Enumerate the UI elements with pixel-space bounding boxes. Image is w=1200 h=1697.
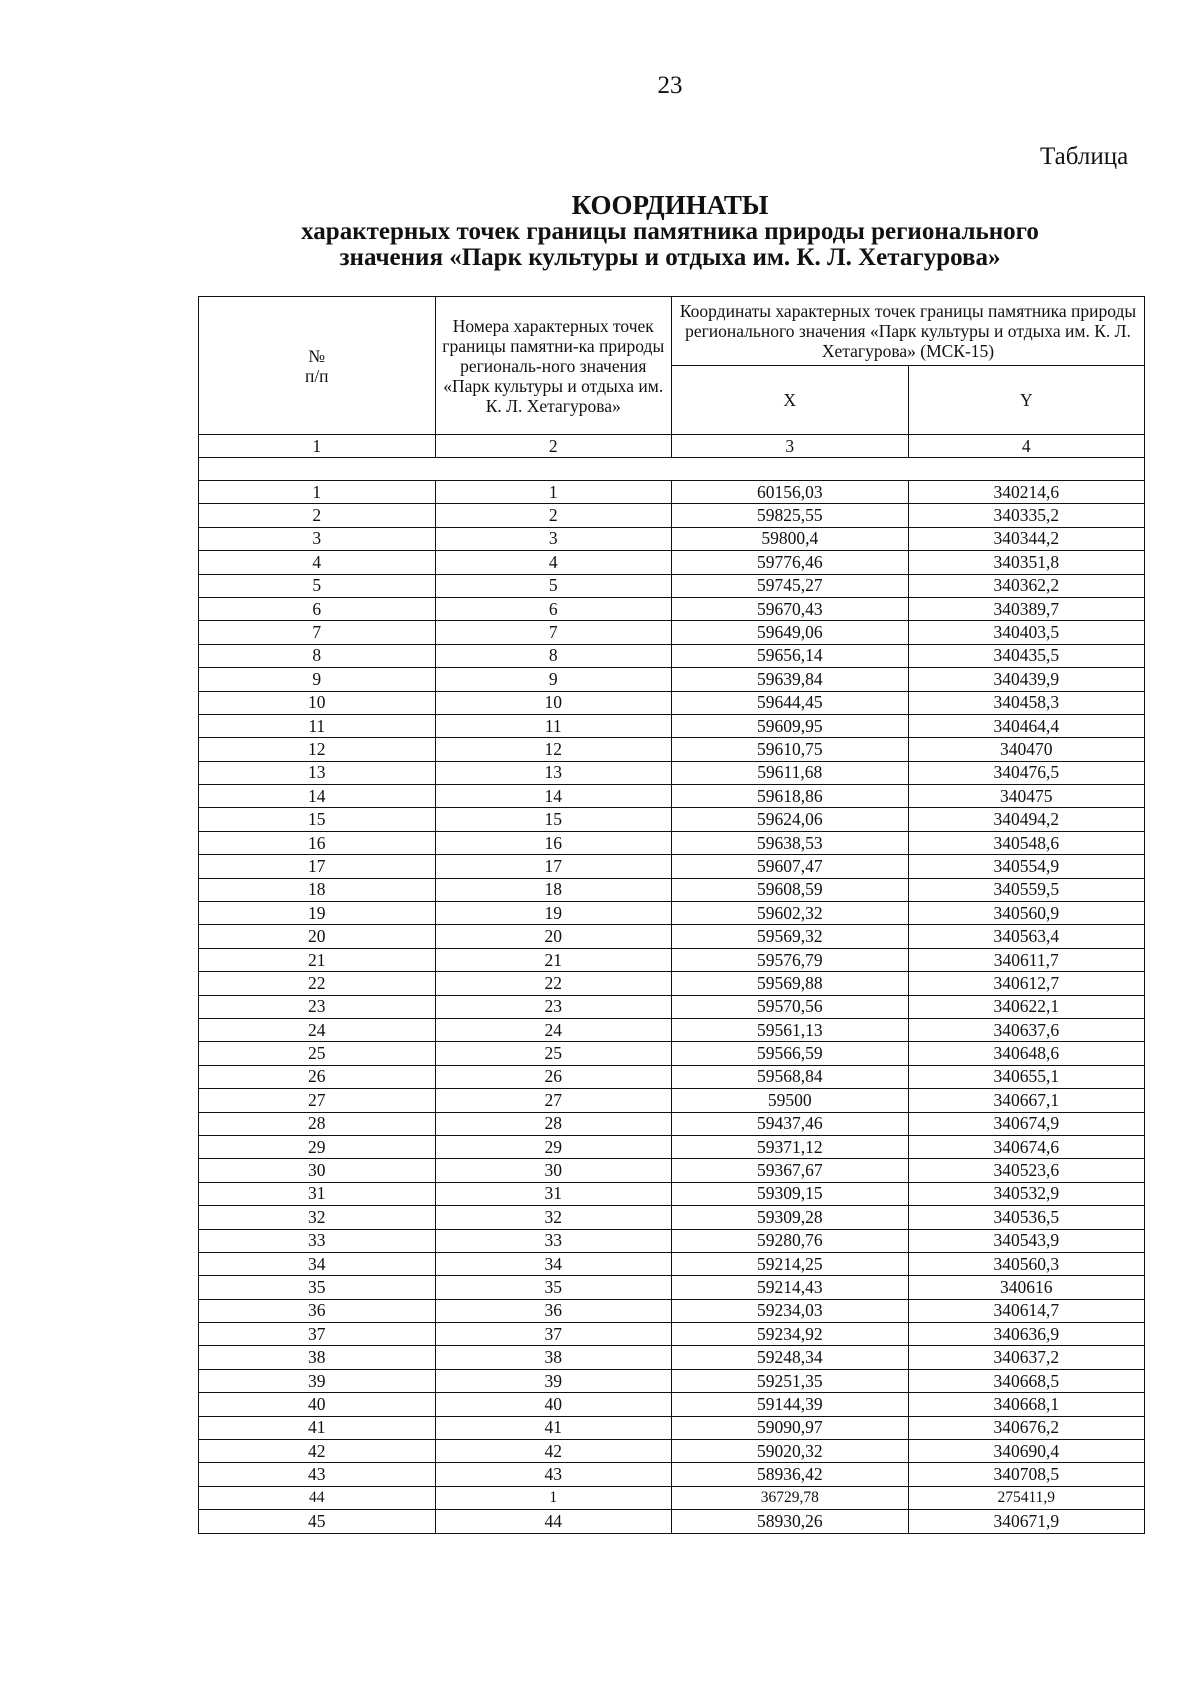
cell-x: 59607,47 (672, 855, 909, 878)
cell-point-number: 37 (435, 1323, 672, 1346)
cell-row-number: 27 (199, 1089, 436, 1112)
cell-y: 340548,6 (908, 831, 1145, 854)
cell-y: 340362,2 (908, 574, 1145, 597)
cell-y: 340612,7 (908, 972, 1145, 995)
table-row (199, 1346, 1145, 1369)
cell-row-number: 43 (199, 1463, 436, 1486)
cell-x: 59745,27 (672, 574, 909, 597)
cell-y: 340676,2 (908, 1416, 1145, 1439)
cell-row-number: 19 (199, 902, 436, 925)
table-row (199, 761, 1145, 784)
cell-y: 340611,7 (908, 948, 1145, 971)
cell-x: 59561,13 (672, 1018, 909, 1041)
cell-row-number: 20 (199, 925, 436, 948)
table-row (199, 1182, 1145, 1205)
cell-row-number: 9 (199, 668, 436, 691)
cell-x: 59618,86 (672, 785, 909, 808)
cell-row-number: 36 (199, 1299, 436, 1322)
table-label: Таблица (1040, 143, 1129, 170)
header-row-number-abbr: п/п (304, 365, 329, 386)
cell-x: 59214,25 (672, 1252, 909, 1275)
cell-point-number: 6 (435, 597, 672, 620)
column-number: 1 (199, 435, 436, 458)
title-main: КООРДИНАТЫ (571, 190, 769, 220)
cell-row-number: 5 (199, 574, 436, 597)
cell-row-number: 40 (199, 1393, 436, 1416)
cell-y: 340335,2 (908, 504, 1145, 527)
cell-row-number: 11 (199, 714, 436, 737)
cell-x: 59569,88 (672, 972, 909, 995)
table-row (199, 527, 1145, 550)
cell-y: 340214,6 (908, 481, 1145, 504)
cell-row-number: 45 (199, 1510, 436, 1533)
cell-row-number: 38 (199, 1346, 436, 1369)
cell-row-number: 32 (199, 1206, 436, 1229)
table-row (199, 808, 1145, 831)
cell-row-number: 33 (199, 1229, 436, 1252)
table-row (199, 1206, 1145, 1229)
cell-x: 59367,67 (672, 1159, 909, 1182)
cell-y: 340543,9 (908, 1229, 1145, 1252)
cell-point-number: 42 (435, 1440, 672, 1463)
cell-x: 59568,84 (672, 1065, 909, 1088)
cell-y: 340536,5 (908, 1206, 1145, 1229)
cell-y: 340389,7 (908, 597, 1145, 620)
cell-x: 59020,32 (672, 1440, 909, 1463)
cell-y: 340690,4 (908, 1440, 1145, 1463)
cell-row-number: 14 (199, 785, 436, 808)
cell-y: 340674,9 (908, 1112, 1145, 1135)
cell-point-number: 10 (435, 691, 672, 714)
table-header (199, 297, 1145, 481)
table-row (199, 1369, 1145, 1392)
table-row (199, 972, 1145, 995)
cell-y: 340435,5 (908, 644, 1145, 667)
cell-x: 59569,32 (672, 925, 909, 948)
cell-point-number: 31 (435, 1182, 672, 1205)
cell-point-number: 27 (435, 1089, 672, 1112)
table-row (199, 785, 1145, 808)
cell-row-number: 7 (199, 621, 436, 644)
table-row (199, 855, 1145, 878)
table-row (199, 995, 1145, 1018)
cell-y: 340344,2 (908, 527, 1145, 550)
cell-x: 58930,26 (672, 1510, 909, 1533)
cell-y: 340464,4 (908, 714, 1145, 737)
cell-point-number: 8 (435, 644, 672, 667)
table-title (0, 191, 1200, 271)
cell-point-number: 41 (435, 1416, 672, 1439)
cell-x: 59624,06 (672, 808, 909, 831)
spacer-row (199, 458, 1145, 481)
cell-x: 59234,92 (672, 1323, 909, 1346)
column-number: 4 (908, 435, 1145, 458)
table-row (199, 1323, 1145, 1346)
cell-row-number: 13 (199, 761, 436, 784)
cell-y: 340559,5 (908, 878, 1145, 901)
cell-y: 275411,9 (908, 1486, 1145, 1509)
cell-x: 59800,4 (672, 527, 909, 550)
cell-point-number: 22 (435, 972, 672, 995)
cell-x: 59144,39 (672, 1393, 909, 1416)
cell-point-number: 21 (435, 948, 672, 971)
cell-row-number: 30 (199, 1159, 436, 1182)
cell-point-number: 39 (435, 1369, 672, 1392)
header-row-number-symbol: № (308, 345, 326, 366)
cell-x: 59656,14 (672, 644, 909, 667)
cell-x: 59251,35 (672, 1369, 909, 1392)
cell-y: 340667,1 (908, 1089, 1145, 1112)
table-row (199, 1065, 1145, 1088)
cell-row-number: 8 (199, 644, 436, 667)
cell-point-number: 36 (435, 1299, 672, 1322)
cell-point-number: 34 (435, 1252, 672, 1275)
column-number: 3 (672, 435, 909, 458)
cell-x: 59570,56 (672, 995, 909, 1018)
cell-point-number: 5 (435, 574, 672, 597)
cell-y: 340616 (908, 1276, 1145, 1299)
cell-row-number: 39 (199, 1369, 436, 1392)
cell-x: 59602,32 (672, 902, 909, 925)
cell-x: 59649,06 (672, 621, 909, 644)
table-row (199, 1463, 1145, 1486)
cell-y: 340523,6 (908, 1159, 1145, 1182)
cell-y: 340470 (908, 738, 1145, 761)
cell-point-number: 4 (435, 551, 672, 574)
title-line-1: характерных точек границы памятника природы регионального (301, 218, 1039, 245)
table-row (199, 621, 1145, 644)
cell-y: 340614,7 (908, 1299, 1145, 1322)
cell-row-number: 23 (199, 995, 436, 1018)
cell-row-number: 34 (199, 1252, 436, 1275)
table-row (199, 504, 1145, 527)
cell-point-number: 32 (435, 1206, 672, 1229)
cell-point-number: 29 (435, 1135, 672, 1158)
cell-y: 340351,8 (908, 551, 1145, 574)
cell-row-number: 22 (199, 972, 436, 995)
table-row (199, 1252, 1145, 1275)
cell-point-number: 40 (435, 1393, 672, 1416)
cell-row-number: 28 (199, 1112, 436, 1135)
cell-y: 340494,2 (908, 808, 1145, 831)
cell-point-number: 14 (435, 785, 672, 808)
cell-x: 59280,76 (672, 1229, 909, 1252)
cell-y: 340403,5 (908, 621, 1145, 644)
cell-row-number: 35 (199, 1276, 436, 1299)
cell-y: 340554,9 (908, 855, 1145, 878)
cell-y: 340560,3 (908, 1252, 1145, 1275)
cell-row-number: 29 (199, 1135, 436, 1158)
table-row (199, 1276, 1145, 1299)
cell-x: 59500 (672, 1089, 909, 1112)
cell-point-number: 24 (435, 1018, 672, 1041)
cell-x: 59371,12 (672, 1135, 909, 1158)
cell-point-number: 9 (435, 668, 672, 691)
cell-x: 59644,45 (672, 691, 909, 714)
page-number: 23 (657, 72, 683, 99)
cell-row-number: 37 (199, 1323, 436, 1346)
cell-row-number: 41 (199, 1416, 436, 1439)
table-row (199, 1440, 1145, 1463)
cell-row-number: 6 (199, 597, 436, 620)
header-point-number: Номера характерных точек границы памятни-ка природы региональ-ного значения «Парк культуры и отдыха им. К. Л. Хетагурова» (435, 297, 672, 435)
cell-row-number: 10 (199, 691, 436, 714)
cell-row-number: 31 (199, 1182, 436, 1205)
title-line-2: значения «Парк культуры и отдыха им. К. Л. Хетагурова» (339, 244, 1001, 271)
cell-y: 340532,9 (908, 1182, 1145, 1205)
cell-point-number: 15 (435, 808, 672, 831)
table-row (199, 902, 1145, 925)
cell-row-number: 21 (199, 948, 436, 971)
cell-row-number: 17 (199, 855, 436, 878)
cell-y: 340475 (908, 785, 1145, 808)
table-body (199, 481, 1145, 1534)
cell-point-number: 3 (435, 527, 672, 550)
cell-x: 59309,15 (672, 1182, 909, 1205)
cell-x: 59639,84 (672, 668, 909, 691)
cell-x: 59234,03 (672, 1299, 909, 1322)
coordinates-table (198, 296, 1145, 1534)
table-row (199, 1112, 1145, 1135)
cell-row-number: 15 (199, 808, 436, 831)
cell-x: 59608,59 (672, 878, 909, 901)
cell-x: 36729,78 (672, 1486, 909, 1509)
table-row (199, 878, 1145, 901)
table-row (199, 551, 1145, 574)
table-row (199, 1393, 1145, 1416)
cell-point-number: 23 (435, 995, 672, 1018)
table-row (199, 574, 1145, 597)
table-row (199, 1299, 1145, 1322)
table-row (199, 644, 1145, 667)
cell-y: 340648,6 (908, 1042, 1145, 1065)
cell-row-number: 1 (199, 481, 436, 504)
cell-point-number: 28 (435, 1112, 672, 1135)
cell-x: 59248,34 (672, 1346, 909, 1369)
cell-point-number: 13 (435, 761, 672, 784)
cell-x: 59437,46 (672, 1112, 909, 1135)
cell-point-number: 1 (435, 481, 672, 504)
cell-x: 60156,03 (672, 481, 909, 504)
cell-x: 59576,79 (672, 948, 909, 971)
cell-x: 59309,28 (672, 1206, 909, 1229)
cell-row-number: 3 (199, 527, 436, 550)
cell-x: 58936,42 (672, 1463, 909, 1486)
cell-point-number: 11 (435, 714, 672, 737)
cell-x: 59670,43 (672, 597, 909, 620)
cell-point-number: 30 (435, 1159, 672, 1182)
cell-y: 340668,5 (908, 1369, 1145, 1392)
cell-x: 59776,46 (672, 551, 909, 574)
table-row (199, 1486, 1145, 1509)
table-row (199, 1229, 1145, 1252)
cell-y: 340668,1 (908, 1393, 1145, 1416)
table-row (199, 948, 1145, 971)
cell-y: 340476,5 (908, 761, 1145, 784)
cell-point-number: 26 (435, 1065, 672, 1088)
cell-y: 340708,5 (908, 1463, 1145, 1486)
spacer-cell (199, 458, 1145, 481)
cell-point-number: 43 (435, 1463, 672, 1486)
table-row (199, 925, 1145, 948)
cell-y: 340636,9 (908, 1323, 1145, 1346)
table-row (199, 1159, 1145, 1182)
cell-x: 59825,55 (672, 504, 909, 527)
table-row (199, 714, 1145, 737)
table-row (199, 738, 1145, 761)
table-row (199, 691, 1145, 714)
cell-point-number: 35 (435, 1276, 672, 1299)
cell-x: 59611,68 (672, 761, 909, 784)
header-row-number (199, 297, 436, 435)
cell-point-number: 44 (435, 1510, 672, 1533)
table-row (199, 1089, 1145, 1112)
cell-y: 340622,1 (908, 995, 1145, 1018)
cell-row-number: 42 (199, 1440, 436, 1463)
cell-y: 340637,2 (908, 1346, 1145, 1369)
cell-x: 59610,75 (672, 738, 909, 761)
cell-y: 340637,6 (908, 1018, 1145, 1041)
header-x: X (672, 366, 909, 435)
cell-row-number: 18 (199, 878, 436, 901)
table-row (199, 1135, 1145, 1158)
cell-point-number: 17 (435, 855, 672, 878)
table-row (199, 1416, 1145, 1439)
cell-point-number: 18 (435, 878, 672, 901)
header-coordinates-group: Координаты характерных точек границы памятника природы регионального значения «Парк культуры и отдыха им. К. Л. Хетагурова» (МСК-15) (672, 297, 1145, 366)
cell-point-number: 38 (435, 1346, 672, 1369)
column-number: 2 (435, 435, 672, 458)
cell-point-number: 19 (435, 902, 672, 925)
cell-point-number: 16 (435, 831, 672, 854)
cell-point-number: 12 (435, 738, 672, 761)
cell-row-number: 4 (199, 551, 436, 574)
table-row (199, 668, 1145, 691)
cell-row-number: 16 (199, 831, 436, 854)
cell-x: 59090,97 (672, 1416, 909, 1439)
table-row (199, 1018, 1145, 1041)
cell-point-number: 33 (435, 1229, 672, 1252)
column-numbers-row (199, 435, 1145, 458)
cell-point-number: 20 (435, 925, 672, 948)
cell-y: 340563,4 (908, 925, 1145, 948)
table-row (199, 831, 1145, 854)
cell-point-number: 7 (435, 621, 672, 644)
cell-row-number: 2 (199, 504, 436, 527)
cell-row-number: 26 (199, 1065, 436, 1088)
cell-point-number: 1 (435, 1486, 672, 1509)
cell-y: 340671,9 (908, 1510, 1145, 1533)
cell-point-number: 2 (435, 504, 672, 527)
table-row (199, 481, 1145, 504)
cell-row-number: 25 (199, 1042, 436, 1065)
cell-row-number: 44 (199, 1486, 436, 1509)
cell-point-number: 25 (435, 1042, 672, 1065)
cell-y: 340655,1 (908, 1065, 1145, 1088)
cell-y: 340560,9 (908, 902, 1145, 925)
table-row (199, 597, 1145, 620)
cell-row-number: 24 (199, 1018, 436, 1041)
cell-row-number: 12 (199, 738, 436, 761)
cell-y: 340439,9 (908, 668, 1145, 691)
cell-y: 340458,3 (908, 691, 1145, 714)
table-row (199, 1510, 1145, 1533)
cell-x: 59609,95 (672, 714, 909, 737)
table-row (199, 1042, 1145, 1065)
cell-x: 59638,53 (672, 831, 909, 854)
cell-x: 59566,59 (672, 1042, 909, 1065)
cell-x: 59214,43 (672, 1276, 909, 1299)
header-y: Y (908, 366, 1145, 435)
cell-y: 340674,6 (908, 1135, 1145, 1158)
